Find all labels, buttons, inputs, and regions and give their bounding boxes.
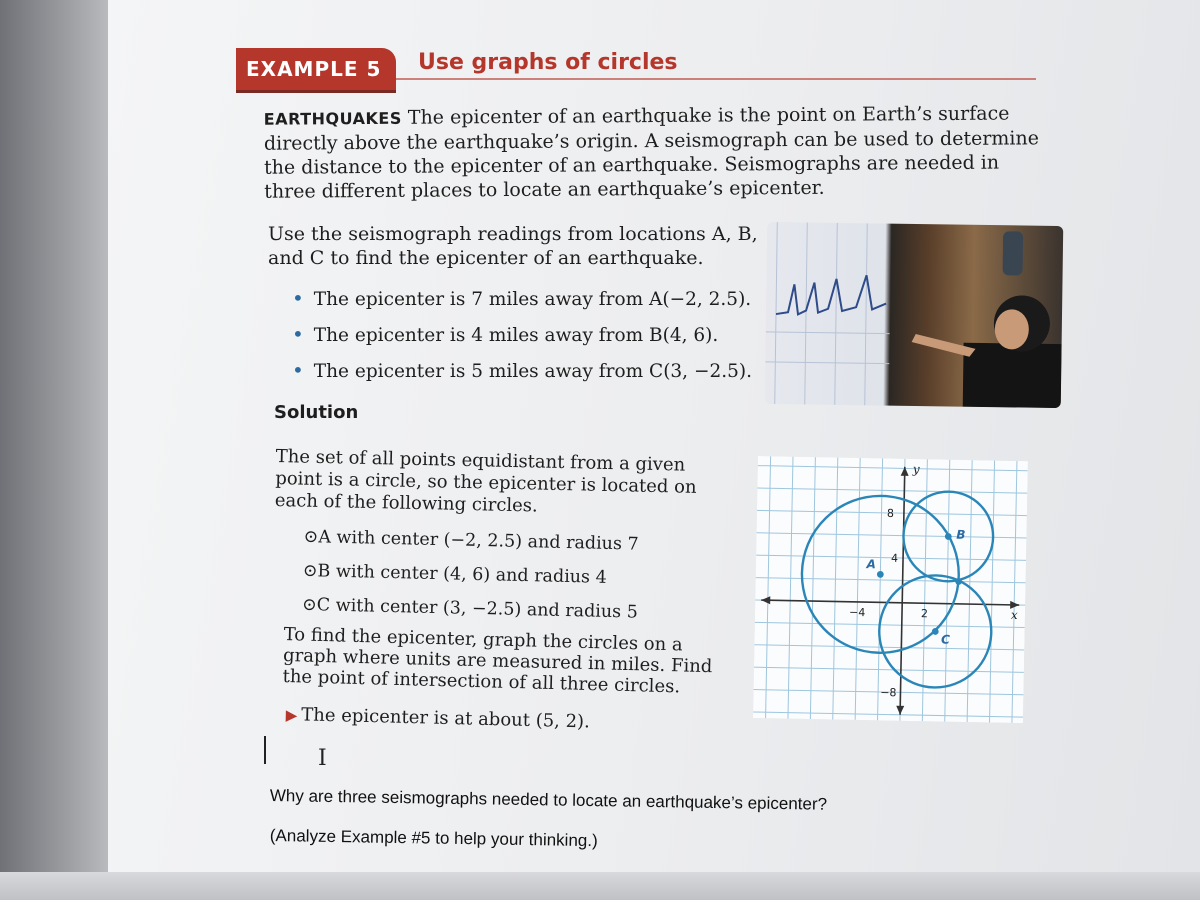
example-label: EXAMPLE 5 (236, 48, 396, 90)
example-label-underline (236, 90, 396, 93)
ibeam-cursor-icon: I (318, 746, 327, 771)
monitor-bezel (0, 0, 108, 900)
question-text: Why are three seismographs needed to locate an earthquake’s epicenter? (269, 786, 828, 814)
tick-label-x-2: 2 (920, 607, 929, 621)
solution-text: The set of all points equidistant from a given point is a circle, so the epicenter is located on each of the following circles. (274, 446, 697, 517)
circle-item-a: ⊙A with center (−2, 2.5) and radius 7 (303, 526, 639, 555)
screen-bottom-edge (0, 872, 1200, 900)
seismograph-photo (765, 222, 1064, 408)
circle-item-c: ⊙C with center (3, −2.5) and radius 5 (301, 594, 639, 623)
prompt-paragraph: Use the seismograph readings from locations A, B, and C to find the epicenter of an earthquake. (268, 223, 758, 269)
graph-canvas (753, 456, 1028, 723)
point-label-c: C (940, 632, 951, 647)
seismograph-photo-illustration (765, 222, 1064, 408)
tick-label-y-8: 8 (886, 506, 895, 521)
intro-paragraph (264, 101, 1045, 203)
point-label-a: A (866, 557, 876, 572)
header-rule (396, 78, 1036, 80)
solution-heading: Solution (274, 402, 359, 423)
circle-list (302, 522, 724, 634)
x-axis-label: x (1010, 607, 1018, 623)
hint-text: (Analyze Example #5 to help your thinking.) (269, 826, 598, 851)
intro-text: The epicenter of an earthquake is the point on Earth’s surface directly above the earthquake’s origin. A seismograph can be used to determine the distance to the epicenter of an earthquake. Seismographs are needed in three different places to locate an earthquake’s epicenter. (263, 102, 1040, 203)
intro-lead: EARTHQUAKES (263, 108, 402, 129)
method-paragraph: To find the epicenter, graph the circles on a graph where units are measured in miles. Find the point of intersection of all three circles. (282, 624, 713, 698)
reading-list (292, 284, 762, 392)
tick-label-y-neg8: −8 (880, 685, 897, 700)
answer-arrow-icon: ▶ (285, 705, 298, 725)
tick-label-x-neg4: −4 (848, 605, 866, 620)
point-label-b: B (956, 527, 966, 542)
y-axis-label: y (912, 461, 920, 477)
text-caret (264, 736, 266, 764)
answer-text: The epicenter is at about (5, 2). (301, 704, 591, 733)
tick-label-y-4: 4 (890, 551, 899, 565)
example-title: Use graphs of circles (418, 50, 678, 75)
example-header (236, 48, 1036, 94)
circle-item-b: ⊙B with center (4, 6) and radius 4 (302, 560, 607, 588)
circles-graph (753, 456, 1028, 727)
reading-item-b: • The epicenter is 4 miles away from B(4, 6). (292, 320, 762, 356)
reading-item-c: • The epicenter is 5 miles away from C(3, −2.5). (292, 356, 762, 392)
reading-item-a: • The epicenter is 7 miles away from A(−2, 2.5). (292, 284, 762, 320)
